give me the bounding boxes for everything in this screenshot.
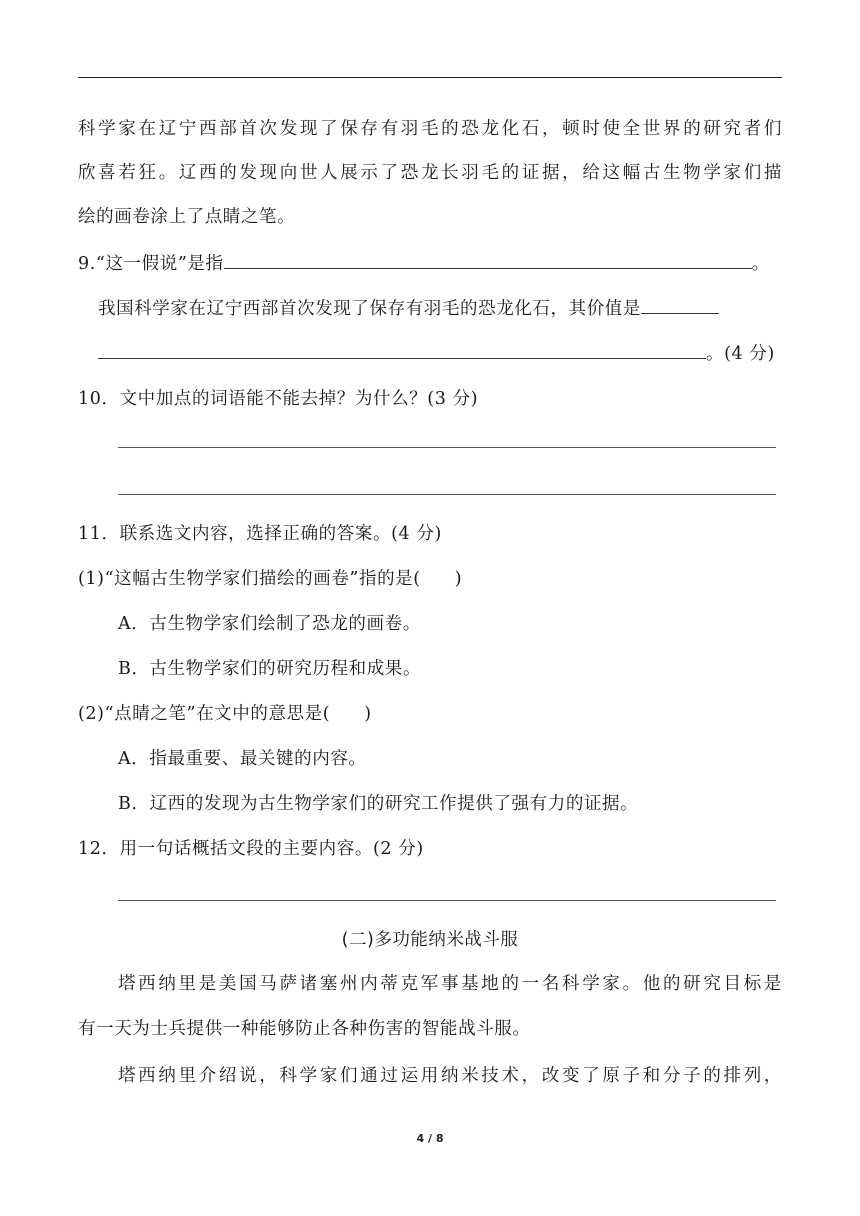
answer-blank[interactable]	[98, 342, 706, 359]
header-rule	[78, 77, 782, 78]
passage-line: 绘的画卷涂上了点睛之笔。	[78, 207, 296, 227]
page-number: 4 / 8	[416, 1132, 444, 1145]
answer-blank[interactable]	[641, 297, 719, 314]
question-10: 10．文中加点的词语能不能去掉？为什么？(3 分)	[78, 389, 479, 409]
question-11: 11．联系选文内容，选择正确的答案。(4 分)	[78, 524, 442, 544]
option-a: A．指最重要、最关键的内容。	[118, 749, 367, 769]
option-b: B．辽西的发现为古生物学家们的研究工作提供了强有力的证据。	[118, 794, 639, 814]
question-9	[78, 252, 782, 276]
question-12: 12．用一句话概括文段的主要内容。(2 分)	[78, 839, 424, 859]
paragraph-line: 塔西纳里介绍说，科学家们通过运用纳米技术，改变了原子和分子的排列，	[118, 1066, 782, 1086]
sub2-stem: (2)“点睛之笔”在文中的意思是(	[78, 704, 331, 724]
question-9-line2	[98, 297, 782, 321]
question-9-text: 9.“这一假说”是指	[78, 254, 224, 274]
passage-line: 欣喜若狂。辽西的发现向世人展示了恐龙长羽毛的证据，给这幅古生物学家们描	[78, 163, 782, 183]
passage-line: 科学家在辽宁西部首次发现了保存有羽毛的恐龙化石，顿时使全世界的研究者们	[78, 119, 782, 139]
paragraph-line: 有一天为士兵提供一种能够防止各种伤害的智能战斗服。	[78, 1019, 531, 1039]
section-title: (二)多功能纳米战斗服	[341, 930, 519, 950]
option-a: A．古生物学家们绘制了恐龙的画卷。	[118, 614, 421, 634]
answer-line[interactable]	[118, 494, 776, 495]
sub2-close: )	[364, 704, 372, 724]
question-9-score: 。(4 分)	[706, 344, 775, 364]
answer-blank[interactable]	[224, 252, 752, 269]
option-b: B．古生物学家们的研究历程和成果。	[118, 659, 422, 679]
question-9-line3	[98, 342, 782, 366]
question-11-sub1	[78, 567, 782, 591]
answer-line[interactable]	[118, 900, 776, 901]
answer-line[interactable]	[118, 447, 776, 448]
paragraph-line: 塔西纳里是美国马萨诸塞州内蒂克军事基地的一名科学家。他的研究目标是	[118, 974, 782, 994]
sub1-close: )	[454, 569, 463, 589]
question-9-end: 。	[751, 254, 770, 274]
question-9-line2-text: 我国科学家在辽宁西部首次发现了保存有羽毛的恐龙化石，其价值是	[98, 299, 641, 319]
question-11-sub2	[78, 702, 782, 726]
sub1-stem: (1)“这幅古生物学家们描绘的画卷”指的是(	[78, 569, 421, 589]
